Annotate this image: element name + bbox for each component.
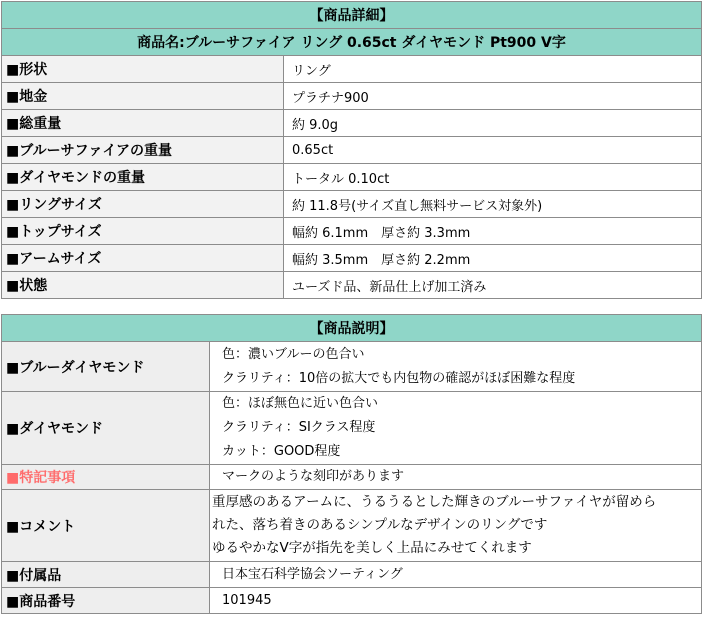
detail-row-arm-size bbox=[2, 245, 702, 272]
desc-label: ■ダイヤモンド bbox=[2, 392, 210, 465]
details-header-row bbox=[2, 2, 702, 29]
desc-value bbox=[210, 392, 702, 465]
desc-line: 色：ほぼ無色に近い色合い bbox=[222, 396, 379, 411]
detail-label: ■形状 bbox=[2, 56, 284, 83]
detail-row-condition bbox=[2, 272, 702, 299]
product-name: 商品名:ブルーサファイア リング 0.65ct ダイヤモンド Pt900 V字 bbox=[2, 29, 702, 56]
desc-line: ゆるやかなV字が指先を美しく上品にみせてくれます bbox=[212, 540, 532, 556]
product-details-table bbox=[1, 1, 702, 299]
desc-label: ■ブルーダイヤモンド bbox=[2, 342, 210, 392]
desc-row-comment bbox=[2, 490, 702, 562]
detail-label: ■状態 bbox=[2, 272, 284, 299]
desc-row-accessories bbox=[2, 562, 702, 588]
detail-row-total-weight bbox=[2, 110, 702, 137]
detail-row-sapphire-weight bbox=[2, 137, 702, 164]
desc-value bbox=[210, 588, 702, 614]
detail-row-diamond-weight bbox=[2, 164, 702, 191]
detail-row-shape bbox=[2, 56, 702, 83]
desc-row-diamond bbox=[2, 392, 702, 465]
detail-value: 約 11.8号(サイズ直し無料サービス対象外) bbox=[284, 191, 702, 218]
desc-label-special: ■特記事項 bbox=[2, 465, 210, 490]
desc-line: 101945 bbox=[222, 592, 272, 608]
desc-line: 日本宝石科学協会ソーティング bbox=[222, 566, 403, 582]
detail-label: ■地金 bbox=[2, 83, 284, 110]
detail-row-top-size bbox=[2, 218, 702, 245]
desc-label: ■付属品 bbox=[2, 562, 210, 588]
product-description-table bbox=[1, 314, 702, 614]
desc-line: 重厚感のあるアームに、うるうるとした輝きのブルーサファイヤが留めら bbox=[212, 494, 657, 510]
desc-value bbox=[210, 562, 702, 588]
detail-value: ユーズド品、新品仕上げ加工済み bbox=[284, 272, 702, 299]
desc-value bbox=[210, 490, 702, 562]
desc-row-blue-diamond bbox=[2, 342, 702, 392]
detail-label: ■トップサイズ bbox=[2, 218, 284, 245]
detail-label: ■アームサイズ bbox=[2, 245, 284, 272]
desc-line: クラリティ：10倍の拡大でも内包物の確認がほぼ困難な程度 bbox=[222, 370, 576, 386]
desc-label: ■コメント bbox=[2, 490, 210, 562]
desc-row-product-number bbox=[2, 588, 702, 614]
detail-value: トータル 0.10ct bbox=[284, 164, 702, 191]
desc-line: クラリティ：SIクラス程度 bbox=[222, 420, 376, 435]
detail-value: 幅約 3.5mm 厚さ約 2.2mm bbox=[284, 245, 702, 272]
detail-label: ■総重量 bbox=[2, 110, 284, 137]
desc-line: れた、落ち着きのあるシンプルなデザインのリングです bbox=[212, 517, 548, 533]
detail-label: ■ブルーサファイアの重量 bbox=[2, 137, 284, 164]
desc-value bbox=[210, 342, 702, 392]
description-header: 【商品説明】 bbox=[2, 315, 702, 342]
details-header: 【商品詳細】 bbox=[2, 2, 702, 29]
detail-value: 幅約 6.1mm 厚さ約 3.3mm bbox=[284, 218, 702, 245]
detail-value: プラチナ900 bbox=[284, 83, 702, 110]
desc-line: カット：GOOD程度 bbox=[222, 444, 341, 459]
desc-row-special-notes bbox=[2, 465, 702, 490]
description-header-row bbox=[2, 315, 702, 342]
detail-label: ■リングサイズ bbox=[2, 191, 284, 218]
product-name-row bbox=[2, 29, 702, 56]
detail-value: 0.65ct bbox=[284, 137, 702, 164]
detail-row-ring-size bbox=[2, 191, 702, 218]
desc-value bbox=[210, 465, 702, 490]
detail-value: 約 9.0g bbox=[284, 110, 702, 137]
detail-value: リング bbox=[284, 56, 702, 83]
desc-line: 色：濃いブルーの色合い bbox=[222, 346, 365, 362]
detail-label: ■ダイヤモンドの重量 bbox=[2, 164, 284, 191]
detail-row-metal bbox=[2, 83, 702, 110]
desc-line: マークのような刻印があります bbox=[222, 469, 405, 484]
desc-label: ■商品番号 bbox=[2, 588, 210, 614]
